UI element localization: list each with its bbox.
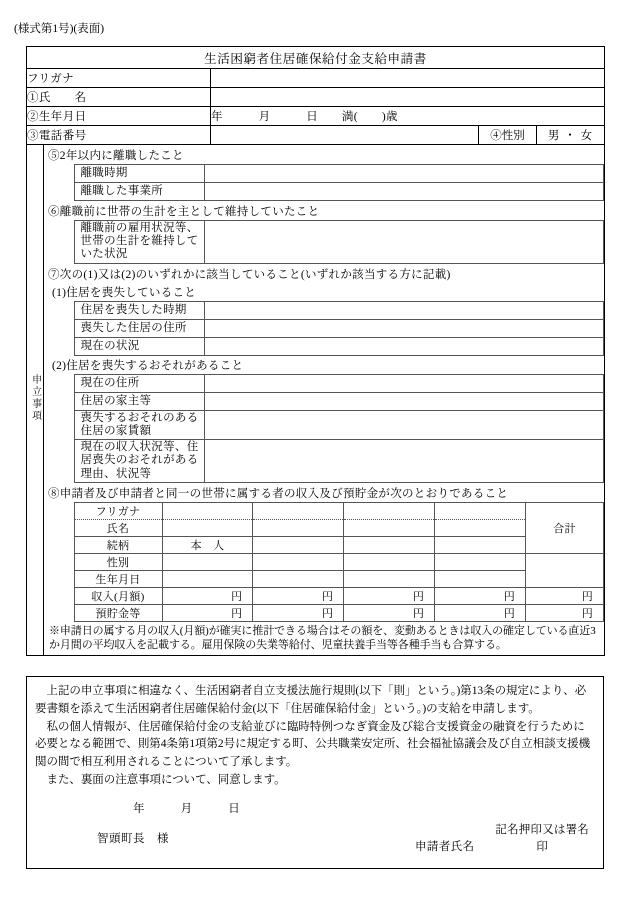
statement-cell	[27, 677, 604, 869]
cell-input[interactable]: 円	[253, 604, 344, 621]
table-row-furigana	[44, 502, 604, 519]
application-form-table	[26, 46, 605, 656]
section5-heading: ⑤2年以内に離職したこと	[48, 150, 184, 162]
page-title: 生活困窮者住居確保給付金支給申請書	[27, 47, 605, 69]
cell-input[interactable]	[253, 553, 344, 570]
title-row	[27, 47, 605, 69]
indent-spacer	[44, 604, 74, 621]
cell-input[interactable]	[162, 519, 253, 536]
table-row	[44, 183, 604, 201]
cell-input[interactable]	[162, 502, 253, 519]
section7-sub2-heading: (2)住居を喪失するおそれがあること	[52, 359, 244, 372]
row-label: 現在の状況	[74, 337, 204, 355]
cell-total[interactable]: 円	[526, 604, 604, 621]
cell-input[interactable]	[253, 570, 344, 587]
row-label: 預貯金等	[74, 604, 162, 621]
table-row-income	[44, 587, 604, 604]
cell-input[interactable]	[435, 570, 526, 587]
statement-box	[26, 676, 604, 869]
declaration-row	[27, 145, 605, 656]
indent-spacer	[44, 165, 74, 183]
row-label: 氏名	[74, 519, 162, 536]
table-row	[44, 410, 604, 439]
cell-input[interactable]	[344, 502, 435, 519]
sex-label: ④性別	[479, 126, 537, 145]
cell-input[interactable]	[435, 553, 526, 570]
indent-spacer	[44, 440, 74, 483]
cell-input[interactable]	[435, 536, 526, 553]
statement-row	[27, 677, 604, 869]
row-input[interactable]	[204, 301, 604, 319]
phone-input[interactable]	[211, 126, 479, 145]
table-row	[44, 319, 604, 337]
indent-spacer	[44, 502, 74, 519]
indent-spacer	[44, 553, 74, 570]
row-input[interactable]	[204, 374, 604, 392]
section6-heading: ⑥離職前に世帯の生計を主として維持していたこと	[48, 206, 320, 218]
indent-spacer	[44, 337, 74, 355]
statement-paragraph-1: 上記の申立事項に相違なく、生活困窮者自立支援法施行規則(以下「則」という。)第13条の規定により、必要書類を添えて生活困窮者住居確保給付金(以下「住居確保給付金」という。)の支給を申請します。	[35, 685, 587, 715]
table-row-birthdate	[44, 570, 604, 587]
row-label: 現在の収入状況等、住居喪失のおそれがある理由、状況等	[74, 440, 204, 483]
section7-heading: ⑦次の(1)又は(2)のいずれかに該当していること(いずれか該当する方に記載)	[48, 268, 451, 281]
row-label: 住居の家主等	[74, 392, 204, 410]
statement-paragraph-3: また、裏面の注意事項について、同意します。	[46, 774, 286, 787]
indent-spacer	[44, 183, 74, 201]
seal-mark[interactable]: 印	[536, 840, 549, 853]
indent-spacer	[44, 221, 74, 264]
seal-label: 記名押印又は署名	[495, 823, 589, 836]
sex-options[interactable]: 男 ・ 女	[537, 126, 605, 145]
addressee-label: 智頭町長 様	[97, 832, 169, 845]
cell-input[interactable]: 円	[435, 587, 526, 604]
cell-input[interactable]: 円	[344, 604, 435, 621]
indent-spacer	[44, 587, 74, 604]
cell-input[interactable]: 円	[162, 604, 253, 621]
section7-sub1-table	[44, 301, 604, 356]
household-income-table	[44, 502, 604, 622]
furigana-label: フリガナ	[27, 69, 211, 88]
section8-note: ※申請日の属する月の収入(月額)が確実に推計できる場合はその額を、変動あるときは収入の確定している直近3か月間の平均収入を記載する。雇用保険の失業等給付、児童扶養手当等各種手当も合算する。	[49, 624, 596, 652]
table-row	[44, 440, 604, 483]
applicant-name-label: 申請者氏名	[415, 840, 475, 853]
statement-paragraph-2: 私の個人情報が、住居確保給付金の支給並びに臨時特例つなぎ資金及び総合支援資金の融資を行うために必要となる範囲で、則第4条第1項第2号に規定する町、公共職業安定所、社会福祉協議会及び自立相談支援機関の間で相互利用されることについて了承します。	[35, 720, 591, 769]
row-label: 生年月日	[74, 570, 162, 587]
indent-spacer	[44, 536, 74, 553]
row-input[interactable]	[204, 319, 604, 337]
cell-input[interactable]: 円	[344, 587, 435, 604]
section8-heading: ⑧申請者及び申請者と同一の世帯に属する者の収入及び預貯金が次のとおりであること	[48, 487, 509, 500]
phone-label: ③電話番号	[27, 126, 211, 145]
birthdate-input[interactable]: 年 月 日 満( )歳	[211, 107, 605, 126]
row-input[interactable]	[204, 440, 604, 483]
birthdate-label: ②生年月日	[27, 107, 211, 126]
table-row	[44, 337, 604, 355]
row-label: 喪失した住居の住所	[74, 319, 204, 337]
row-label: 続柄	[74, 536, 162, 553]
table-row-relation	[44, 536, 604, 553]
submission-date-line[interactable]: 年 月 日	[133, 802, 241, 815]
row-label: 喪失するおそれのある住居の家賃額	[74, 410, 204, 439]
indent-spacer	[44, 301, 74, 319]
signature-area	[35, 820, 595, 860]
row-input[interactable]	[204, 337, 604, 355]
section6-table	[44, 220, 604, 264]
seal-area	[495, 822, 589, 855]
cell-input[interactable]: 円	[162, 587, 253, 604]
indent-spacer	[44, 410, 74, 439]
cell-input[interactable]	[253, 502, 344, 519]
cell-input[interactable]	[435, 519, 526, 536]
declaration-side-label: 申立事項	[27, 145, 44, 656]
indent-spacer	[44, 519, 74, 536]
row-label: 離職した事業所	[74, 183, 204, 201]
indent-spacer	[44, 570, 74, 587]
cell-input[interactable]	[344, 536, 435, 553]
row-input[interactable]	[204, 221, 604, 264]
row-label: 収入(月額)	[74, 587, 162, 604]
cell-input[interactable]: 円	[435, 604, 526, 621]
table-row-name	[44, 519, 604, 536]
cell-relation-self[interactable]: 本 人	[162, 536, 253, 553]
declaration-body	[44, 145, 605, 656]
cell-input[interactable]	[435, 502, 526, 519]
table-row	[44, 392, 604, 410]
furigana-row	[27, 69, 605, 88]
table-row	[44, 165, 604, 183]
form-code: (様式第1号)(表面)	[14, 23, 105, 35]
cell-input[interactable]: 円	[253, 587, 344, 604]
cell-total[interactable]: 円	[526, 587, 604, 604]
cell-input[interactable]	[253, 519, 344, 536]
phone-sex-row	[27, 126, 605, 145]
cell-input[interactable]	[162, 570, 253, 587]
name-row	[27, 88, 605, 107]
table-row	[44, 301, 604, 319]
name-label: ①氏 名	[27, 88, 211, 107]
table-row-sex	[44, 553, 604, 570]
table-row	[44, 221, 604, 264]
cell-input[interactable]	[344, 519, 435, 536]
birthdate-row	[27, 107, 605, 126]
table-row-savings	[44, 604, 604, 621]
row-label: 現在の住所	[74, 374, 204, 392]
row-label: フリガナ	[74, 502, 162, 519]
row-label: 住居を喪失した時期	[74, 301, 204, 319]
indent-spacer	[44, 374, 74, 392]
indent-spacer	[44, 392, 74, 410]
indent-spacer	[44, 319, 74, 337]
row-input[interactable]	[204, 410, 604, 439]
section7-sub2-table	[44, 374, 604, 483]
cell-input[interactable]	[162, 553, 253, 570]
cell-input[interactable]	[253, 536, 344, 553]
total-label: 合計	[526, 502, 604, 553]
row-label: 性別	[74, 553, 162, 570]
row-label: 離職前の雇用状況等、世帯の生計を維持していた状況	[74, 221, 204, 264]
row-input[interactable]	[204, 183, 604, 201]
table-row	[44, 374, 604, 392]
section5-table	[44, 164, 604, 201]
total-blank[interactable]	[526, 553, 604, 587]
name-input[interactable]	[211, 88, 605, 107]
row-label: 離職時期	[74, 165, 204, 183]
row-input[interactable]	[204, 165, 604, 183]
cell-input[interactable]	[344, 570, 435, 587]
furigana-input[interactable]	[211, 69, 605, 88]
section7-sub1-heading: (1)住居を喪失していること	[52, 286, 197, 299]
cell-input[interactable]	[344, 553, 435, 570]
row-input[interactable]	[204, 392, 604, 410]
